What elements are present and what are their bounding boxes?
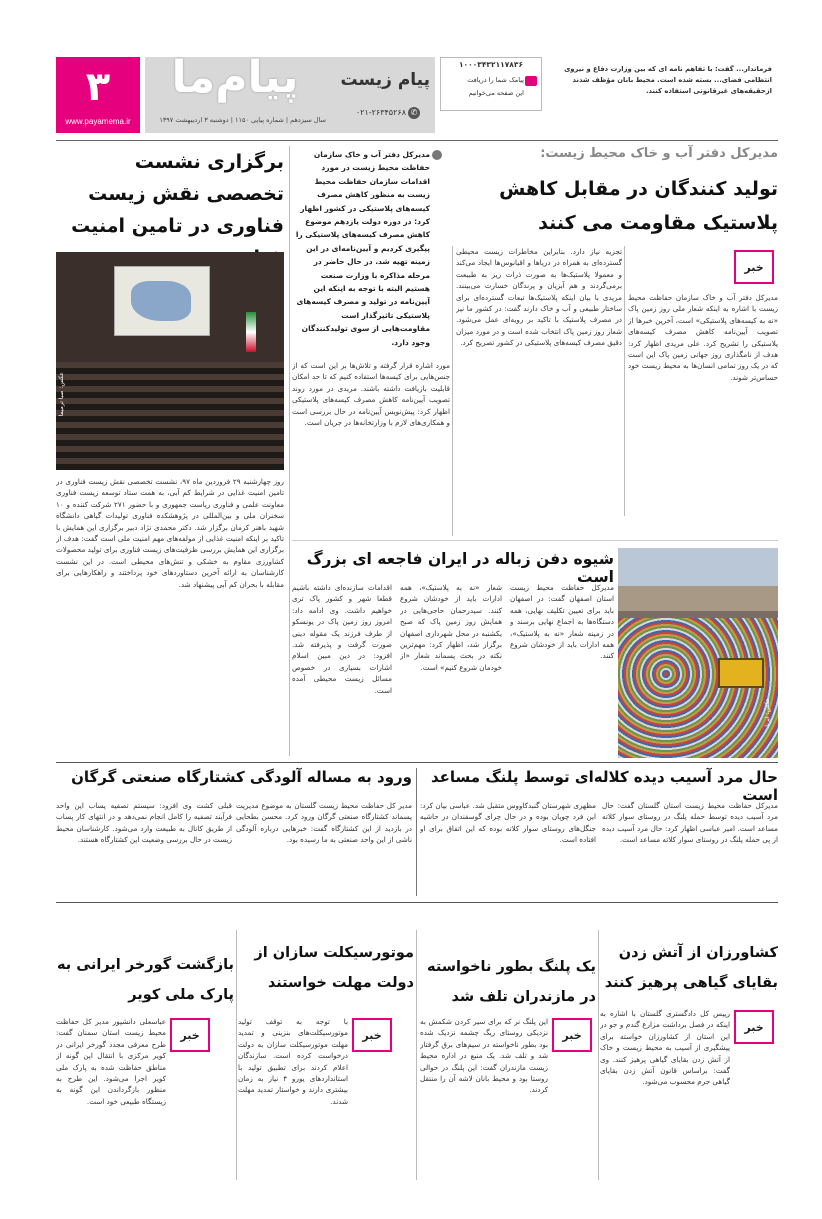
landfill-col3: اقدامات سازنده‌ای داشته باشیم قطعا شهر و کشور پاک تری خواهیم داشت. وی ادامه داد: امروز روز زمین پاک در یونسکو از طرف فرزند یک مقوله دینی صورت گرفت و پذیرفته شد. افزود: در دین مبین اسلام اشارات بسیاری در خصوص مسائل زیست محیطی آمده است.	[292, 583, 392, 695]
ticker: فرماندار... گفت: با تفاهم نامه ای که بین وزارت دفاع و نیروی انتظامی فضای... بسته شده است. محیط بانان مؤظف شدند ازحقیقه‌های غیرقانونی استفاده کنند.	[564, 65, 772, 95]
leopard-killed-headline: یک پلنگ بطور ناخواسته در مازندران تلف شد	[427, 959, 596, 1005]
bottom-rule-1	[598, 930, 599, 1180]
bulldozer	[718, 658, 764, 688]
sms-line-1: پیامک شما را دریافت	[467, 76, 524, 84]
landfill-photo	[618, 548, 778, 758]
rule-tech	[289, 146, 290, 756]
zebra-body: عباسعلی دانشپور مدیر کل حفاظت محیط زیست استان سمنان گفت: طرح معرفی مجدد گورخر ایرانی در کویر مرکزی با انتقال این گونه از مناطق حفاظت شده به پارک ملی کویر اجرا می‌شود. این طرح به منظور بازگرداندن این گونه به زیستگاه طبیعی خود است.	[56, 1017, 166, 1106]
leopard-collar-headline: حال مرد آسیب دیده کلاله‌ای توسط پلنگ مساعد است	[431, 768, 778, 804]
leopard-killed-news-label: خبر	[552, 1018, 592, 1052]
section-title: پیام زیست	[340, 70, 430, 90]
motorcycle-headline: موتورسیکلت سازان از دولت مهلت خواستند	[254, 945, 414, 991]
leopard-collar-col2: مظهری شهرستان گنبدکاووس متقبل شد. عباسی بیان کرد: این فرد چوپان بوده و در حال چرای گوسفندان در حاشیه جنگل‌های روستای سوار کلاته بوده که این اتفاق برای او افتاده است.	[420, 801, 596, 845]
phone-number: ۰۲۱-۲۶۳۴۵۲۶۸	[355, 108, 406, 117]
header-rule	[56, 140, 778, 141]
tech-headline: برگزاری نشست تخصصی نقش زیست فناوری در تامین امنیت	[71, 151, 284, 237]
lead-quote: مدیرکل دفتر آب و خاک سازمان حفاظت محیط زیست در مورد اقدامات سازمان حفاظت محیط زیست به منظور کاهش مصرف کیسه‌های پلاستیکی در کشور اظهار کرد: در دوره دولت یازدهم موضوع کاهش مصرف کیسه‌های پلاستیکی را پیگیری کردیم و آیین‌نامه‌ای در این زمینه تهیه شد. در حال حاضر در مرحله مذاکره با وزارت صنعت هستیم البته با توجه به اینکه این آیین‌نامه در تولید و مصرف کیسه‌های پلاستیکی تاثیرگذار است مقاومت‌هایی از سوی تولیدکنندگان وجود دارد.	[295, 150, 430, 347]
sms-number: ۱۰۰۰۳۴۳۲۱۱۷۸۳۶	[458, 60, 524, 69]
phone-icon: ✆	[408, 107, 420, 119]
landfill-headline: شیوه دفن زباله در ایران فاجعه ای بزرگ است	[306, 550, 614, 586]
conference-photo	[56, 252, 284, 470]
lead-headline: تولید کنندگان در مقابل کاهش پلاستیک مقاومت می کنند	[499, 178, 778, 234]
lead-news-label: خبر	[734, 250, 774, 284]
farmers-headline: کشاورزان از آتش زدن بقایای گیاهی پرهیز کنند	[604, 945, 778, 991]
rule-lead-1	[624, 246, 625, 516]
industrial-headline: ورود به مساله آلودگی کشتارگاه صنعتی گرگان	[71, 768, 412, 786]
lead-kicker: مدیرکل دفتر آب و خاک محیط زیست:	[540, 146, 778, 161]
mid-rule-bottom	[56, 902, 778, 903]
sms-line-2: این صفحه می‌خوانیم	[468, 89, 524, 97]
page-number: ۳	[85, 64, 111, 110]
landfill-rule	[292, 540, 778, 541]
leopard-collar-col1: مدیرکل حفاظت محیط زیست استان گلستان گفت: حال مرد آسیب دیده توسط حمله پلنگ در روستای سوار کلاته مساعد است. امیر عباسی اظهار کرد: حال مرد آسیب دیده از پی حمله پلنگ در روستای سوار کلاته مساعد است.	[602, 801, 778, 845]
zebra-headline: بازگشت گورخر ایرانی به پارک ملی کویر	[56, 957, 234, 1003]
rule-lead-2	[452, 246, 453, 536]
farmers-news-label: خبر	[734, 1010, 774, 1044]
mid-rule-v	[416, 768, 417, 896]
motorcycle-news-label: خبر	[352, 1018, 392, 1052]
audience	[56, 362, 284, 470]
landfill-photo-credit: عکس: ایرنا	[764, 698, 771, 727]
landfill-col1: مدیرکل حفاظت محیط زیست استان اصفهان گفت: در اصفهان باید برای تعیین تکلیف نهایی، همه دستگاه‌ها به اجماع نهایی برسند و در زمینه شعار «نه به پلاستیک»، همه ادارات باید از خودشان شروع کنند.	[510, 583, 614, 661]
farmers-body: رییس کل دادگستری گلستان با اشاره به اینکه در فصل برداشت مزارع گندم و جو در این استان از کشاورزان خواسته برای پیشگیری از آسیب به محیط زیست و خاک از آتش زدن بقایای گیاهی پرهیز کنند. وی گفت: براساس قانون آتش زدن بقایای گیاهی جرم محسوب می‌شود.	[600, 1009, 730, 1087]
industrial-col2: قبلی کشت وی افزود: سیستم تصفیه پساب این واحد فرآیند تصفیه را کامل انجام نمی‌دهد و در انتهای کار پساب از طریق کانال به طبیعت وارد می‌شود. کارشناسان محیط زیست در حال بررسی وضعیت این کشتارگاه هستند.	[56, 801, 232, 845]
stage-flag	[246, 312, 256, 352]
lead-col3: مورد اشاره قرار گرفته و تلاش‌ها بر این است که از جنس‌هایی برای کیسه‌ها استفاده کنیم که تا حد امکان قابلیت بازیافت داشته باشند. مریدی در مورد روند تصویب آیین‌نامه کاهش مصرف کیسه‌های پلاستیکی اظهار کرد: پیش‌نویس آیین‌نامه در حال بررسی است و همکاری‌های لازم با وزارتخانه‌ها در جریان است.	[292, 361, 450, 428]
bottom-rule-3	[236, 930, 237, 1180]
lead-intro: مدیرکل دفتر آب و خاک سازمان حفاظت محیط زیست با اشاره به اینکه شعار ملی روز زمین پاک «نه به کیسه‌های پلاستیکی» است، آخرین خبرها از تصویب آیین‌نامه کاهش مصرف کیسه‌های پلاستیکی را تشریح کرد. علی مریدی اظهار کرد: هدف از نامگذاری روز جهانی زمین پاک این است که در یک روز تمامی انسان‌ها به محیط زیست خود حساس‌تر شوند.	[628, 293, 778, 382]
bottom-rule-2	[416, 930, 417, 1180]
landfill-col2: شعار «نه به پلاستیک»، همه ادارات باید از خودشان شروع کنند. سیدرحمان حاجی‌هایی در همایش روز زمین پاک که صبح یکشنبه در محل شهرداری اصفهان برگزار شد، اظهار کرد: مهم‌ترین نکته در بحث پسماند شعار «از خودمان شروع کنیم» است.	[400, 583, 502, 672]
lead-col2: تجزیه نیاز دارد. بنابراین مخاطرات زیست محیطی گسترده‌ای به همراه در دریاها و اقیانوس‌ها ایجاد می‌کند و معمولا پلاستیک‌ها به صورت ذرات ریز به طبیعت برمی‌گردند و هم آبزیان و پرندگان خسارت می‌بینند. مریدی با بیان اینکه پلاستیک‌ها تبعات گسترده‌ای برای ساختار طبیعی و آب و خاک دارند گفت: در کشور ما نیز در مصرف پلاستیک با تاکید بر رویه‌ای عمل می‌شود. شعار روز زمین پاک انتخاب شده است و در مورد میزان دقیق مصرف کیسه‌های پلاستیکی در کشور تصریح کرد.	[456, 247, 622, 348]
zebra-news-label: خبر	[170, 1018, 210, 1052]
issue-info: سال سیزدهم | شماره پیاپی ۱۱۵۰ | دوشنبه ۳ اردیبهشت ۱۳۹۷	[159, 116, 326, 124]
motorcycle-body: با توجه به توقف تولید موتورسیکلت‌های بنزینی و تمدید مهلت موتورسیکلت سازان به دولت درخواست کرده است. سازندگان اعلام کردند برای تطبیق تولید با استانداردهای یورو ۴ نیاز به زمان بیشتری دارند و خواستار تمدید مهلت شدند.	[238, 1017, 348, 1106]
quote-bullet	[432, 150, 442, 160]
industrial-col1: مدیر کل حفاظت محیط زیست گلستان به موضوع مدیریت پسماند کشتارگاه صنعتی گرگان ورود کرد. محسن بطحایی در بازدید از این کشتارگاه گفت: خبرهایی درباره آلودگی ناشی از این واحد صنعتی به ما رسیده بود.	[236, 801, 412, 845]
conference-photo-credit: عکس: صبا ترمیما	[58, 372, 65, 417]
sms-icon	[525, 76, 537, 86]
trash-pile	[618, 618, 778, 758]
projector-screen	[114, 266, 210, 336]
tech-body: روز چهارشنبه ۲۹ فروردین ماه ۹۷، نشست تخصصی نقش زیست فناوری در تامین امنیت غذایی در شرایط کم آبی، به همت ستاد توسعه زیست فناوری معاونت علمی و فناوری ریاست جمهوری و با حضور ۲۷۱ شرکت کننده و ۱۰ سخنران ملی و بین‌المللی در پژوهشکده فناوری تولیدات گیاهی دانشگاه شهید باهنر کرمان برگزار شد. دکتر محمدی نژاد دبیر برگزاری این همایش با تاکید بر اینکه امنیت غذایی از مولفه‌های مهم امنیت ملی است گفت: هدف از برگزاری این همایش بررسی ظرفیت‌های زیست فناوری برای تولید محصولات کشاورزی مقاوم به خشکی و تنش‌های محیطی است. در این نشست کارشناسان به ارائه آخرین دستاوردهای خود پرداختند و راهکارهایی برای مقابله با بحران کم آبی پیشنهاد شد.	[56, 477, 284, 589]
logo: پیام‌ما	[171, 52, 299, 103]
leopard-killed-body: این پلنگ نر که برای سیر کردن شکمش به نزدیکی روستای ریگ چشمه نزدیک شده بود بطور ناخواسته در سیم‌های برق گرفتار شد و تلف شد. یک منبع در اداره محیط زیست مازندران گفت: این پلنگ در حوالی روستا بود و محیط بانان لاشه آن را منتقل کردند.	[420, 1017, 548, 1095]
screen-slide	[131, 281, 191, 321]
page-number-box	[56, 57, 140, 133]
website-url[interactable]: www.payamema.ir	[65, 117, 131, 126]
mid-rule-top	[56, 762, 778, 763]
